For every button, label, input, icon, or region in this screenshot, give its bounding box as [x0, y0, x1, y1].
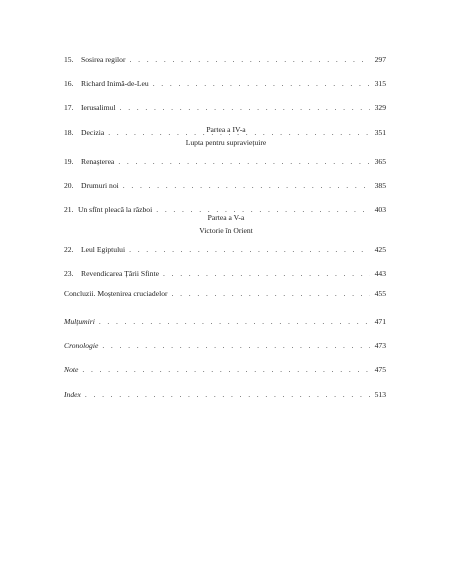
chapter-title: Renașterea	[81, 157, 115, 166]
chapter-title: Ierusalimul	[81, 103, 116, 113]
dot-leader	[153, 76, 370, 91]
chapter-number: 17.	[64, 103, 74, 113]
page-number: 425	[374, 245, 386, 254]
chapter-title: Decizia	[81, 127, 105, 137]
page-number: 475	[374, 365, 386, 375]
toc-group-conclusion	[64, 286, 386, 301]
page-number: 365	[374, 157, 386, 166]
dot-leader	[172, 286, 370, 301]
page-number: 443	[374, 269, 386, 279]
page-number: 455	[374, 289, 386, 298]
conclusion-title: Concluzii. Moștenirea cruciadelor	[64, 289, 168, 298]
chapter-title: Sosirea regilor	[81, 55, 126, 64]
page-number: 385	[374, 181, 386, 191]
page-number: 297	[374, 55, 386, 64]
dot-leader	[99, 314, 370, 329]
chapter-title: Un sfînt pleacă la război	[78, 205, 153, 215]
dot-leader	[85, 387, 370, 402]
toc-entry[interactable]	[64, 76, 386, 91]
page-number: 473	[374, 341, 386, 351]
chapter-title: Richard Inimă-de-Leu	[81, 79, 149, 89]
toc-entry-conclusion[interactable]	[64, 286, 386, 301]
dot-leader	[82, 362, 370, 377]
chapter-number: 22.	[64, 245, 74, 254]
dot-leader	[118, 154, 370, 169]
dot-leader	[123, 178, 370, 193]
toc-entry[interactable]	[64, 242, 386, 257]
chapter-number: 20.	[64, 181, 74, 191]
toc-group-backmatter	[64, 314, 386, 402]
toc-entry-backmatter[interactable]	[64, 314, 386, 329]
page-number: 315	[374, 79, 386, 89]
toc-entry[interactable]	[64, 52, 386, 67]
toc-entry[interactable]	[64, 178, 386, 193]
chapter-number: 19.	[64, 157, 74, 166]
part-label: Partea a V-a	[207, 213, 245, 222]
page-number: 351	[374, 127, 386, 137]
backmatter-title: Mulțumiri	[64, 317, 95, 326]
toc-group-part5	[64, 242, 386, 281]
page-number: 403	[374, 205, 386, 215]
part-title: Victorie în Orient	[199, 226, 253, 235]
page-number: 329	[374, 103, 386, 113]
dot-leader	[130, 52, 371, 67]
dot-leader	[129, 242, 370, 257]
part-label: Partea a IV-a	[206, 125, 246, 134]
chapter-number: 23.	[64, 269, 74, 279]
dot-leader	[163, 266, 370, 281]
toc-group-part4	[64, 154, 386, 217]
chapter-number: 15.	[64, 55, 74, 64]
backmatter-title: Cronologie	[64, 341, 99, 351]
chapter-number: 18.	[64, 127, 74, 137]
page-number: 471	[374, 317, 386, 326]
page-number: 513	[374, 389, 386, 399]
dot-leader	[102, 338, 370, 353]
part-title: Lupta pentru supraviețuire	[185, 138, 267, 147]
chapter-title: Revendicarea Țării Sfinte	[81, 269, 160, 279]
chapter-title: Drumuri noi	[81, 181, 119, 191]
chapter-number: 16.	[64, 79, 74, 89]
backmatter-title: Index	[64, 389, 81, 399]
toc-entry[interactable]	[64, 100, 386, 115]
toc-entry[interactable]	[64, 266, 386, 281]
toc-entry[interactable]	[64, 154, 386, 169]
chapter-title: Leul Egiptului	[81, 245, 126, 254]
toc-entry-backmatter[interactable]	[64, 387, 386, 402]
chapter-number: 21.	[64, 205, 74, 215]
toc-entry-backmatter[interactable]	[64, 338, 386, 353]
dot-leader	[120, 100, 370, 115]
toc-entry-backmatter[interactable]	[64, 362, 386, 377]
backmatter-title: Note	[64, 365, 79, 375]
